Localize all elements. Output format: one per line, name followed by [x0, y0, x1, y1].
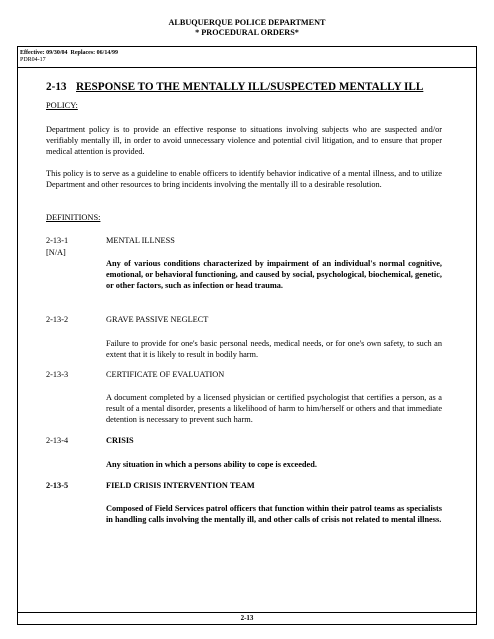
definition-status: [N/A]	[46, 248, 66, 257]
definition-term: FIELD CRISIS INTERVENTION TEAM	[106, 481, 255, 490]
effective-label: Effective:	[20, 50, 45, 56]
replaces-label: Replaces:	[70, 50, 96, 56]
page-number: 2-13	[240, 614, 254, 622]
footer-divider	[17, 612, 477, 613]
effective-date: 09/30/04	[46, 50, 68, 56]
definition-number: 2-13-5	[46, 481, 69, 490]
document-type: * PROCEDURAL ORDERS*	[195, 27, 299, 37]
definition-number: 2-13-4	[46, 436, 69, 445]
effective-block	[20, 50, 118, 64]
definition-number: 2-13-3	[46, 370, 69, 379]
page-title	[46, 81, 423, 93]
definition-text: Failure to provide for one's basic personal needs, medical needs, or for one's own safety, to such an extent that it is likely to result in bodily harm.	[106, 339, 442, 359]
definitions-heading: DEFINITIONS:	[46, 213, 101, 222]
definition-text: Any situation in which a persons ability to cope is exceeded.	[106, 460, 317, 469]
definition-text: Composed of Field Services patrol officers that function within their patrol teams as specialists in handling calls involving the mentally ill, and other calls of crisis not related to mental illness.	[106, 504, 442, 524]
definition-number: 2-13-1	[46, 236, 69, 245]
policy-paragraph-2: This policy is to serve as a guideline to enable officers to identify behavior indicative of a mental illness, and to utilize Department and other resources to bring incidents involving the mentally ill to a desirable resolution.	[46, 169, 442, 189]
policy-heading: POLICY:	[46, 101, 78, 110]
policy-paragraph-1: Department policy is to provide an effective response to situations involving subjects who are suspected and/or verifiably mentally ill, in order to avoid unnecessary violence and potential civil litigation, and to ensure that proper medical attention is provided.	[46, 125, 442, 156]
definition-number: 2-13-2	[46, 315, 69, 324]
order-code: PDR04-17	[20, 57, 46, 63]
definition-term: GRAVE PASSIVE NEGLECT	[106, 315, 209, 324]
replaces-date: 06/14/99	[96, 50, 119, 56]
definition-text: Any of various conditions characterized by impairment of an individual's normal cognitive, emotional, or behavioral functioning, and caused by social, psychological, biochemical, genetic, or other factors, such as infection or head trauma.	[106, 259, 442, 290]
definition-term: CRISIS	[106, 436, 134, 445]
definition-text: A document completed by a licensed physician or certified psychologist that certifies a person, as a result of a mental disorder, presents a likelihood of harm to him/herself or others and that immediate detention is necessary to prevent such harm.	[106, 393, 442, 424]
section-title: RESPONSE TO THE MENTALLY ILL/SUSPECTED MENTALLY ILL	[76, 81, 424, 93]
document-header	[0, 18, 494, 37]
department-name: ALBUQUERQUE POLICE DEPARTMENT	[168, 18, 326, 27]
definition-term: MENTAL ILLNESS	[106, 236, 175, 245]
header-divider	[17, 67, 477, 68]
definition-term: CERTIFICATE OF EVALUATION	[106, 370, 225, 379]
section-number: 2-13	[46, 81, 67, 93]
